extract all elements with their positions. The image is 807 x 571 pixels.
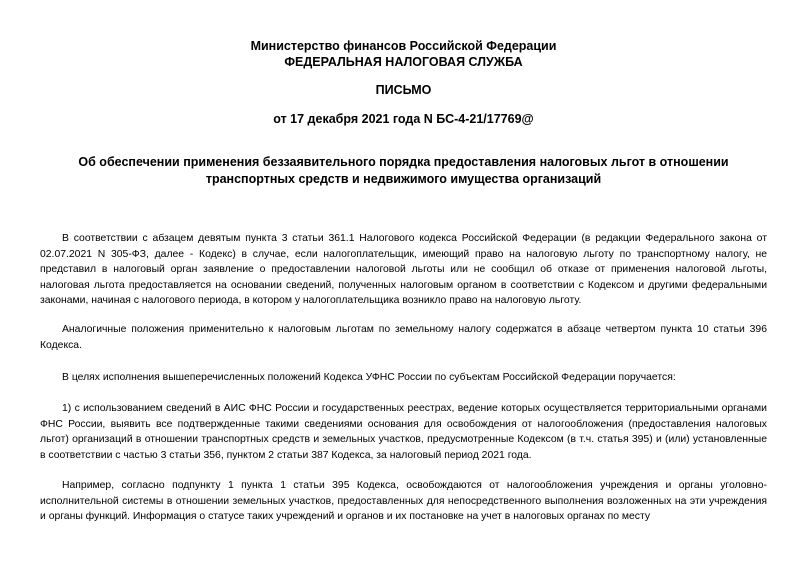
document-subject: Об обеспечении применения беззаявительного порядка предоставления налоговых льгот в отношении транспортных средств и недвижимого имущества организаций — [78, 155, 729, 186]
ministry-name: Министерство финансов Российской Федерации — [250, 39, 557, 53]
document-type: ПИСЬМО — [375, 83, 432, 97]
body-paragraph: В соответствии с абзацем девятым пункта 3 статьи 361.1 Налогового кодекса Российской Федерации (в редакции Федерального закона от 02.07.2021 N 305-ФЗ, далее - Кодекс) в случае, если налогоплательщик, имеющий право на налоговую льготу по транспортному налогу, не представил в налоговый орган заявление о предоставлении налоговой льготы или не сообщил об отказе от применения налоговой льготы, налоговая льгота предоставляется на основании сведений, полученных налоговым органом в соответствии с Кодексом и другими федеральными законами, начиная с налогового периода, в котором у налогоплательщика возникло право на налоговую льготу. — [40, 233, 767, 307]
service-name: ФЕДЕРАЛЬНАЯ НАЛОГОВАЯ СЛУЖБА — [284, 55, 523, 69]
body-paragraph: В целях исполнения вышеперечисленных положений Кодекса УФНС России по субъектам Российской Федерации поручается: — [62, 372, 676, 383]
body-paragraph: 1) с использованием сведений в АИС ФНС России и государственных реестрах, ведение которых осуществляется территориальными органами ФНС России, выявить все подтвержденные такими сведениями основания для освобождения от налогообложения (предоставления налоговых льгот) организаций в отношении транспортных средств и земельных участков, предусмотренные Кодексом (в т.ч. статья 395) и (или) установленные в соответствии с частью 3 статьи 356, пунктом 2 статьи 387 Кодекса, за налоговый период 2021 года. — [40, 403, 767, 461]
body-paragraph: Например, согласно подпункту 1 пункта 1 статьи 395 Кодекса, освобождаются от налогообложения учреждения и органы уголовно-исполнительной системы в отношении земельных участков, предоставленных для непосредственного выполнения возложенных на эти учреждения и органы функций. Информация о статусе таких учреждений и органов и их постановке на учет в налоговых органах по месту — [40, 480, 767, 523]
document-date-number: от 17 декабря 2021 года N БС-4-21/17769@ — [273, 112, 534, 126]
body-paragraph: Аналогичные положения применительно к налоговым льготам по земельному налогу содержатся в абзаце четвертом пункта 10 статьи 396 Кодекса. — [40, 324, 767, 351]
